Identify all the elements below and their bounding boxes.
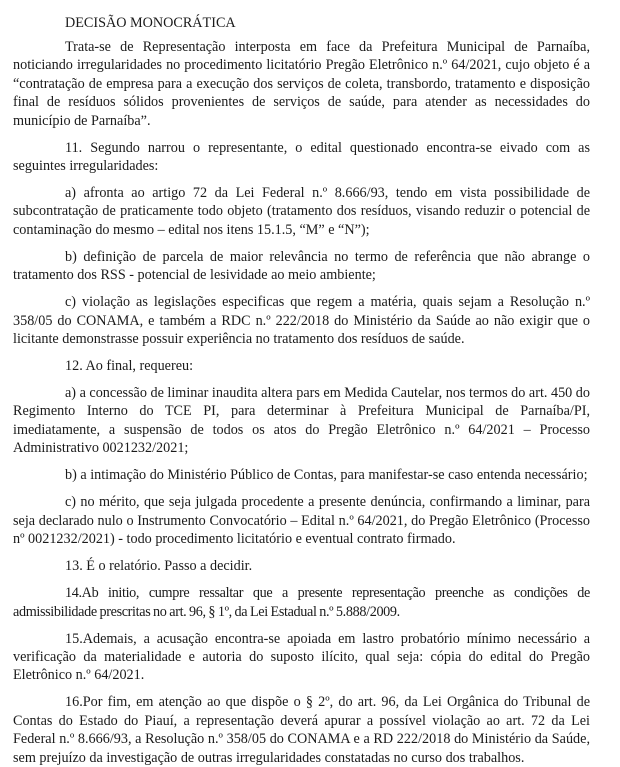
paragraph-11: 11. Segundo narrou o representante, o edital questionado encontra-se eivado com as seguintes irregularidades: bbox=[13, 139, 590, 175]
paragraph-12b: b) a intimação do Ministério Público de Contas, para manifestar-se caso entenda necessário; bbox=[65, 467, 588, 484]
paragraph-intro: Trata-se de Representação interposta em face da Prefeitura Municipal de Parnaíba, noticiando irregularidades no procedimento licitatório Pregão Eletrônico n.º 64/2021, cujo objeto é a “contratação de empresa para a execução dos serviços de coleta, transbordo, tratamento e disposição final de resíduos sólidos provenientes de serviços de saúde, para atender as necessidades do município de Parnaíba”. bbox=[13, 39, 590, 129]
paragraph-14: 14.Ab initio, cumpre ressaltar que a presente representação preenche as condições de admissibilidade prescritas no art. 96, § 1º, da Lei Estadual n.º 5.888/2009. bbox=[13, 585, 590, 620]
paragraph-12c: c) no mérito, que seja julgada procedente a presente denúncia, confirmando a liminar, para seja declarado nulo o Instrumento Convocatório – Edital n.º 64/2021, do Pregão Eletrônico (Processo nº 0021232/2021) - todo procedimento licitatório e eventual contrato firmado. bbox=[13, 494, 590, 548]
paragraph-11b: b) definição de parcela de maior relevância no termo de referência que não abrange o tratamento dos RSS - potencial de lesividade ao meio ambiente; bbox=[13, 248, 590, 284]
paragraph-11c: c) violação as legislações especificas que regem a matéria, quais sejam a Resolução n.º 358/05 do CONAMA, e também a RDC n.º 222/2018 do Ministério da Saúde ao não exigir que o licitante demonstrasse possuir experiência no tratamento dos resíduos de saúde. bbox=[13, 294, 590, 348]
paragraph-12a: a) a concessão de liminar inaudita altera pars em Medida Cautelar, nos termos do art. 450 do Regimento Interno do TCE PI, para determinar à Prefeitura Municipal de Parnaíba/PI, imediatamente, a suspensão de todos os atos do Pregão Eletrônico n.º 64/2021 – Processo Administrativo 0021232/2021; bbox=[13, 385, 590, 457]
paragraph-13: 13. É o relatório. Passo a decidir. bbox=[65, 558, 253, 575]
document-title: DECISÃO MONOCRÁTICA bbox=[65, 15, 236, 31]
paragraph-12: 12. Ao final, requereu: bbox=[65, 358, 194, 375]
paragraph-16: 16.Por fim, em atenção ao que dispõe o § 2º, do art. 96, da Lei Orgânica do Tribunal de Contas do Estado do Piauí, a representação deverá apurar a possível violação ao art. 72 da Lei Federal n.º 8.666/93, a Resolução n.º 358/05 do CONAMA e a RD 222/2018 do Ministério da Saúde, sem prejuízo da investigação de outras irregularidades constatadas no curso dos trabalhos. bbox=[13, 694, 590, 766]
paragraph-15: 15.Ademais, a acusação encontra-se apoiada em lastro probatório mínimo necessário a verificação da materialidade e autoria do suposto ilícito, qual seja: cópia do edital do Pregão Eletrônico n.º 64/2021. bbox=[13, 630, 590, 684]
paragraph-11a: a) afronta ao artigo 72 da Lei Federal n.º 8.666/93, tendo em vista possibilidade de subcontratação de praticamente todo objeto (tratamento dos resíduos, visando reduzir o potencial de contaminação do mesmo – edital nos itens 15.1.5, “M” e “N”); bbox=[13, 185, 590, 238]
